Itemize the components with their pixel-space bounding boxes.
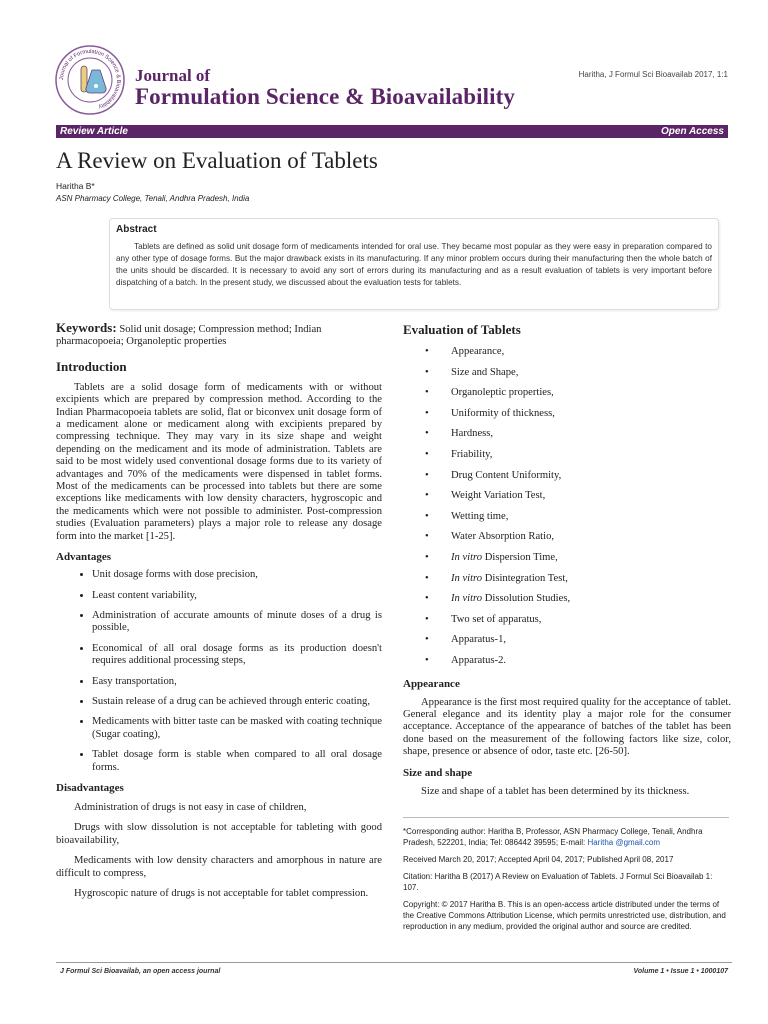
article-title: A Review on Evaluation of Tablets [56,148,378,173]
list-item: • Administration of accurate amounts of minute doses of a drug is possible, [92,610,382,635]
keywords-text: Solid unit dosage; Compression method; Indian pharmacopoeia; Organoleptic properties [56,324,322,348]
journal-name: Formulation Science & Bioavailability [135,84,515,109]
list-item: • Economical of all oral dosage forms as its production doesn't requires additional processing steps, [92,643,382,668]
list-item: • Water Absorption Ratio, [451,531,731,552]
disadvantage-para: Drugs with slow dissolution is not acceptable for tableting with good bioavailability, [56,822,382,846]
list-item: • Medicaments with bitter taste can be masked with coating technique (Sugar coating), [92,716,382,741]
left-column [56,322,382,900]
advantages-list [56,569,382,774]
footer-volume: Volume 1 • Issue 1 • 1000107 [633,968,728,975]
list-item: • Easy transportation, [92,676,382,688]
evaluation-list [403,346,731,676]
received-dates: Received March 20, 2017; Accepted April 04, 2017; Published April 08, 2017 [403,855,674,864]
list-item: • Tablet dosage form is stable when compared to all oral dosage forms. [92,749,382,774]
disadvantage-para: Administration of drugs is not easy in case of children, [74,801,307,813]
list-item: • Apparatus-2. [451,655,731,676]
footnote-rule [403,817,729,818]
introduction-heading: Introduction [56,358,127,374]
size-shape-text: Size and shape of a tablet has been determined by its thickness. [421,785,690,797]
disadvantage-para: Hygroscopic nature of drugs is not acceptable for tablet compression. [74,888,369,899]
list-item: • Friability, [451,449,731,470]
author-affiliation: ASN Pharmacy College, Tenali, Andhra Pradesh, India [56,194,250,203]
keywords-label: Keywords: [56,320,117,335]
list-item: • Sustain release of a drug can be achieved through enteric coating, [92,696,382,708]
appearance-text: Appearance is the first most required quality for the acceptance of tablet. General elegance and its identity play a major role for the consumer acceptance. Acceptance of the appearance of batches of the tablet has been done based on the measurement of the following factors like size, color, shape, presence or absence of odor, taste etc. [26-50]. [403,696,731,758]
list-item: • Hardness, [451,428,731,449]
list-item: • Size and Shape, [451,367,731,388]
article-type-bar [56,125,728,138]
list-item: • Two set of apparatus, [451,614,731,635]
journal-name-prefix: Journal of [135,66,211,85]
disadvantages-heading: Disadvantages [56,781,124,794]
article-author: Haritha B* [56,181,95,191]
list-item: • Wetting time, [451,511,731,532]
footer-journal: J Formul Sci Bioavailab, an open access journal [60,968,221,975]
journal-logo [54,44,126,116]
list-item: • Drug Content Uniformity, [451,470,731,491]
abstract-box [109,218,719,310]
evaluation-heading: Evaluation of Tablets [403,322,521,337]
right-column [403,322,731,798]
appearance-heading: Appearance [403,677,460,690]
advantages-heading: Advantages [56,551,112,564]
introduction-text: Tablets are a solid dosage form of medicaments with or without excipients which are prepared by compression method. According to the Indian Pharmacopoeia tablets are solid, flat or biconvex unit dosage form of a medicament alone or medicament along with excipients prepared by compressing technique. They may vary in its size shape and weight depending on the medicament and its mode of administration. Tablets are said to be most widely used conventional dosage forms due to its variety of advantages and 70% of the medicaments were dispensed in tablet forms. Most of the medicaments can be processed into tablets but there are some exceptions like medicaments with low density characters, hygroscopic and the medicaments which were not possible to administer. Post-compression studies (Evaluation parameters) plays a major role to release any dosage form into the market [1-25]. [56,381,382,542]
keywords [56,322,382,349]
list-item: • Weight Variation Test, [451,490,731,511]
list-item: • Apparatus-1, [451,634,731,655]
copyright-note: Copyright: © 2017 Haritha B. This is an open-access article distributed under the terms of the Creative Commons Attribution License, which permits unrestricted use, distribution, and reproduction in any medium, provided the original author and source are credited. [403,900,726,931]
citation-note: Citation: Haritha B (2017) A Review on Evaluation of Tablets. J Formul Sci Bioavailab 1: 107. [403,872,713,892]
list-item: • Uniformity of thickness, [451,408,731,429]
open-access-label: Open Access [661,126,724,137]
list-item: • Organoleptic properties, [451,387,731,408]
list-item: • In vitro Dissolution Studies, [451,593,731,614]
article-type-label: Review Article [60,126,128,137]
email-link[interactable]: Haritha @gmail.com [587,838,661,847]
logo-ring-text: Journal of Formulation Science & Bioavailability [58,48,122,110]
abstract-heading: Abstract [116,224,157,235]
abstract-text: Tablets are defined as solid unit dosage form of medicaments intended for oral use. They became most popular as they were easy in preparation compared to any other type of dosage forms. But the major drawback exists in its manufacturing. If any minor problem occurs during their manufacturing then the whole batch of the units should be discarded. It is necessary to avoid any sort of errors during its manufacturing and as a result evaluation of tablets is very important before dispatching of a batch. In the present study, we discussed about the evaluation tests for tablets. [116,242,712,287]
list-item: • Appearance, [451,346,731,367]
list-item: • In vitro Disintegration Test, [451,573,731,594]
disadvantage-para: Medicaments with low density characters and amorphous in nature are difficult to compress, [56,855,382,879]
footer-rule [56,962,732,963]
list-item: • Least content variability, [92,590,382,602]
header-citation: Haritha, J Formul Sci Bioavailab 2017, 1:1 [578,70,728,79]
corresponding-author: *Corresponding author: Haritha B, Professor, ASN Pharmacy College, Tenali, Andhra Pradesh, 522201, India; Tel: 086442 39595; E-mail: Haritha @gmail.com [403,827,703,847]
size-shape-heading: Size and shape [403,766,473,779]
list-item: • Unit dosage forms with dose precision, [92,569,382,581]
list-item: • In vitro Dispersion Time, [451,552,731,573]
